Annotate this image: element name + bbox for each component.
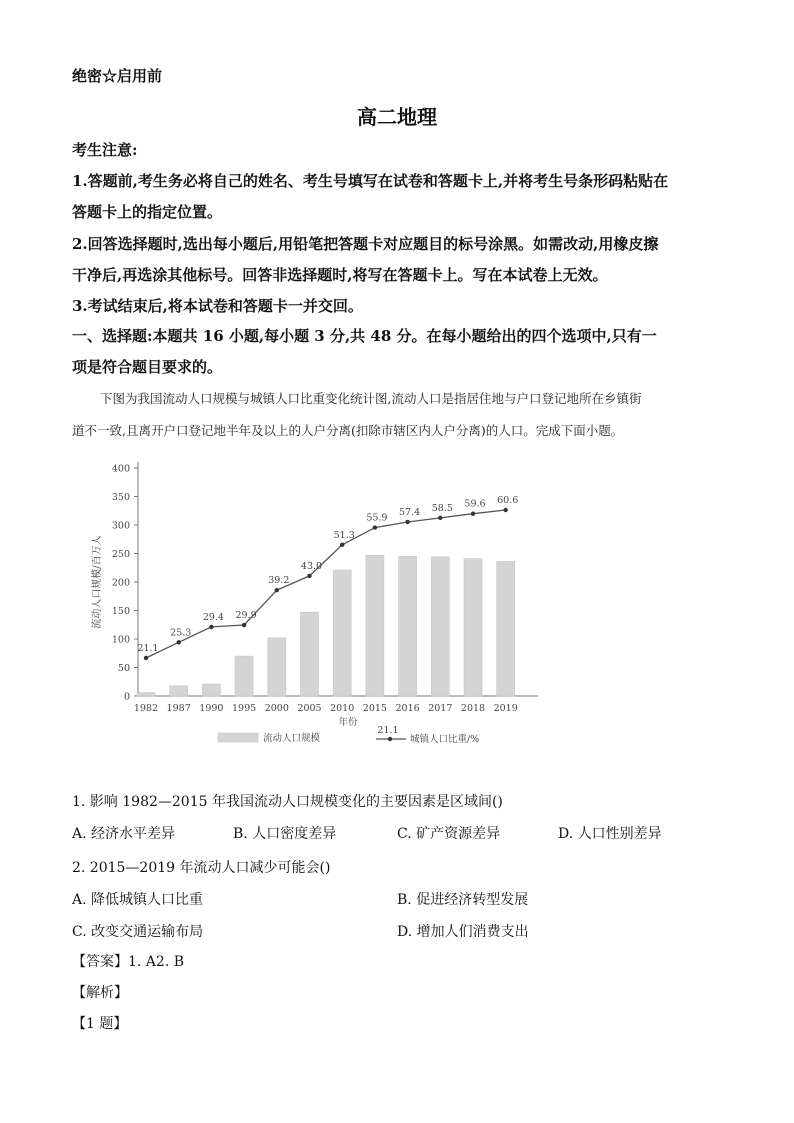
bar-2005 <box>301 612 319 696</box>
secret-label: 绝密☆启用前 <box>72 67 163 85</box>
chart-bars <box>137 555 515 696</box>
urban-ratio-label-2016: 57.4 <box>399 506 421 518</box>
chart-line <box>137 495 518 660</box>
section-heading-line-1: 一、选择题:本题共 16 小题,每小题 3 分,共 48 分。在每小题给出的四个选项中,只有一 <box>72 327 657 345</box>
urban-ratio-label-2017: 58.5 <box>431 502 453 514</box>
notice-line-5: 3.考试结束后,将本试卷和答题卡一并交回。 <box>72 297 363 315</box>
legend-line-marker <box>388 737 392 741</box>
urban-ratio-point-2016 <box>405 520 409 524</box>
question-1-stem: 1. 影响 1982—2015 年我国流动人口规模变化的主要因素是区域间() <box>72 794 503 810</box>
urban-ratio-label-2005: 43.0 <box>300 560 323 572</box>
x-tick-label: 2018 <box>460 703 486 714</box>
urban-ratio-label-2015: 55.9 <box>366 512 388 524</box>
urban-ratio-label-1987: 25.3 <box>170 627 192 639</box>
question-2-option-d: D. 增加人们消费支出 <box>397 924 529 940</box>
urban-ratio-point-1987 <box>177 640 181 644</box>
urban-ratio-point-2018 <box>471 512 475 516</box>
answer-label: 【答案】 <box>72 954 128 970</box>
x-tick-label: 2010 <box>330 703 355 714</box>
answer-text: 1. A2. B <box>128 954 185 970</box>
question-2-stem: 2. 2015—2019 年流动人口减少可能会() <box>72 860 331 876</box>
question-1-option-b: B. 人口密度差异 <box>233 826 337 842</box>
answer-line <box>72 952 184 972</box>
bar-2018 <box>464 559 482 696</box>
x-tick-label: 2000 <box>264 703 289 714</box>
urban-ratio-label-1995: 29.9 <box>235 610 257 622</box>
legend-line-label: 城镇人口比重/% <box>410 734 480 745</box>
y-tick-label: 250 <box>111 549 130 560</box>
population-chart <box>88 452 558 752</box>
x-axis-label: 年份 <box>338 717 358 728</box>
legend-bar-swatch <box>218 733 258 742</box>
x-tick-label: 2015 <box>362 703 387 714</box>
chart-legend <box>218 725 479 745</box>
y-tick-label: 100 <box>111 634 130 646</box>
x-tick-label: 1987 <box>166 703 191 714</box>
question-2-option-a: A. 降低城镇人口比重 <box>72 892 204 908</box>
bar-2000 <box>268 638 286 696</box>
urban-ratio-point-1995 <box>242 623 246 627</box>
x-tick-label: 2005 <box>297 703 322 714</box>
urban-ratio-point-2015 <box>373 525 377 529</box>
notice-line-2: 答题卡上的指定位置。 <box>72 203 223 221</box>
bar-1995 <box>235 656 253 696</box>
bar-1987 <box>170 686 188 696</box>
bar-1982 <box>137 693 155 696</box>
y-tick-label: 150 <box>111 606 130 617</box>
y-tick-label: 300 <box>111 520 130 532</box>
notice-line-3: 2.回答选择题时,选出每小题后,用铅笔把答题卡对应题目的标号涂黑。如需改动,用橡皮擦 <box>72 235 659 253</box>
urban-ratio-point-2017 <box>438 516 442 520</box>
y-tick-label: 400 <box>111 463 130 475</box>
urban-ratio-point-1982 <box>144 656 148 660</box>
urban-ratio-label-2000: 39.2 <box>268 575 290 587</box>
question-1-option-d: D. 人口性别差异 <box>558 826 662 842</box>
urban-ratio-label-2010: 51.3 <box>333 529 355 541</box>
bar-2015 <box>366 555 384 696</box>
intro-line-2: 道不一致,且离开户口登记地半年及以上的人户分离(扣除市辖区内人户分离)的人口。完成下面小题。 <box>72 423 624 438</box>
x-tick-label: 1982 <box>133 703 159 714</box>
y-tick-label: 350 <box>111 492 130 503</box>
x-tick-label: 2017 <box>428 703 453 714</box>
urban-ratio-point-2005 <box>307 574 311 578</box>
x-tick-label: 2019 <box>493 703 518 714</box>
x-tick-label: 1995 <box>232 703 257 714</box>
y-axis-label: 流动人口规模/百万人 <box>92 535 103 629</box>
y-tick-label: 200 <box>111 577 130 589</box>
intro-line-1: 下图为我国流动人口规模与城镇人口比重变化统计图,流动人口是指居住地与户口登记地所在乡镇街 <box>100 391 642 406</box>
question-1-option-a: A. 经济水平差异 <box>72 826 176 842</box>
legend-bar-label: 流动人口规模 <box>263 733 321 744</box>
bar-1990 <box>202 684 220 696</box>
urban-ratio-point-2000 <box>275 588 279 592</box>
bar-2017 <box>431 557 449 696</box>
notice-line-4: 干净后,再选涂其他标号。回答非选择题时,将写在答题卡上。写在本试卷上无效。 <box>72 266 608 284</box>
urban-ratio-point-2019 <box>504 508 508 512</box>
bar-2010 <box>333 570 351 696</box>
bar-2019 <box>497 561 515 696</box>
x-tick-label: 2016 <box>395 703 420 714</box>
question-2-option-c: C. 改变交通运输布局 <box>72 924 204 940</box>
question-1-option-c: C. 矿产资源差异 <box>397 826 501 842</box>
urban-ratio-label-2018: 59.6 <box>464 498 486 510</box>
urban-ratio-label-2019: 60.6 <box>497 495 519 506</box>
analysis-sub-label: 【1 题】 <box>72 1016 128 1032</box>
question-2-option-b: B. 促进经济转型发展 <box>397 892 529 908</box>
urban-ratio-point-2010 <box>340 543 344 547</box>
page-title: 高二地理 <box>357 105 437 129</box>
urban-ratio-point-1990 <box>209 625 213 629</box>
y-tick-label: 0 <box>123 691 130 703</box>
x-tick-label: 1990 <box>199 703 224 714</box>
notice-heading: 考生注意: <box>72 141 138 159</box>
y-tick-label: 50 <box>117 663 130 674</box>
urban-ratio-label-1982: 21.1 <box>137 643 159 654</box>
section-heading-line-2: 项是符合题目要求的。 <box>72 358 223 376</box>
notice-line-1: 1.答题前,考生务必将自己的姓名、考生号填写在试卷和答题卡上,并将考生号条形码粘贴在 <box>72 172 669 190</box>
legend-line-value: 21.1 <box>377 725 399 736</box>
urban-ratio-label-1990: 29.4 <box>202 611 224 623</box>
bar-2016 <box>399 556 417 696</box>
analysis-label: 【解析】 <box>72 985 128 1001</box>
urban-ratio-line <box>146 510 506 658</box>
